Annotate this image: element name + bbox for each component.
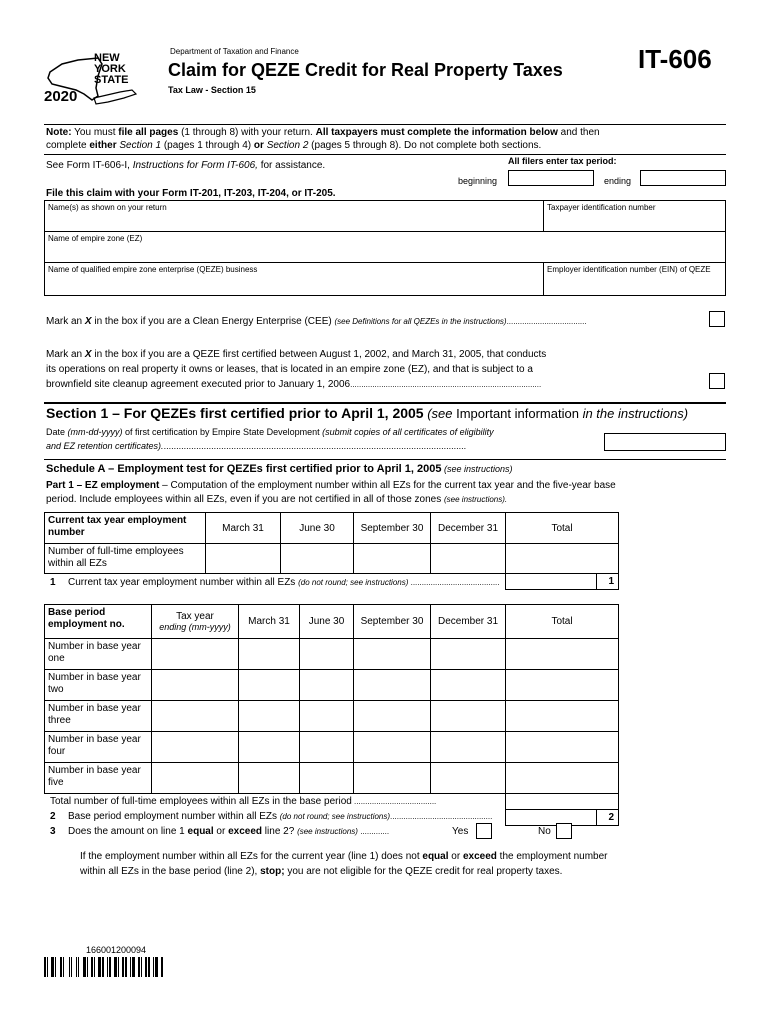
cee-checkbox[interactable]	[709, 311, 725, 327]
table1-june-input[interactable]	[280, 543, 354, 574]
barcode-bar	[91, 957, 93, 977]
section1-note-mid: Important information	[456, 406, 579, 421]
table1-december-input[interactable]	[430, 543, 506, 574]
section1-heading	[46, 405, 688, 421]
stop-text	[80, 849, 608, 879]
line1-input[interactable]	[505, 573, 619, 590]
total-line-input[interactable]	[505, 793, 619, 810]
section1-rule	[44, 402, 726, 404]
table2-row1-december-input[interactable]	[430, 638, 506, 670]
table2-row5-june-input[interactable]	[299, 762, 354, 794]
part1-label: Part 1 – EZ employment	[46, 480, 160, 491]
table2-col-tax-year	[151, 604, 239, 639]
first-cert-p1: Mark an	[46, 349, 85, 360]
schedule-a-rule	[44, 459, 726, 460]
barcode-number: 166001200094	[86, 945, 147, 955]
ein-field-label: Employer identification number (EIN) of QEZE	[547, 265, 711, 274]
schedule-a-title: Schedule A – Employment test for QEZEs first certified prior to April 1, 2005	[46, 463, 442, 475]
barcode-bar	[122, 957, 124, 977]
table1-col-december: December 31	[430, 512, 506, 544]
table1-row-label: Number of full-time employees within all EZs	[44, 543, 206, 574]
table2-row3-june-input[interactable]	[299, 700, 354, 732]
barcode-bar	[78, 957, 79, 977]
table2-row3-march-input[interactable]	[238, 700, 300, 732]
form-subtitle: Tax Law - Section 15	[168, 85, 256, 95]
table2-row4-june-input[interactable]	[299, 731, 354, 763]
note-t3: (1 through 8) with your return.	[178, 127, 316, 138]
table2-ending-label: ending (mm-yyyy)	[159, 622, 231, 632]
table2-row5-september-input[interactable]	[353, 762, 431, 794]
cee-text	[46, 316, 587, 327]
stop-text-exceed: exceed	[462, 851, 497, 862]
line2-text	[68, 811, 492, 822]
note-t8: Section 1	[116, 140, 162, 151]
line3-equal: equal	[187, 826, 214, 837]
cee-p2: in the box if you are a Clean Energy Enterprise (CEE)	[91, 316, 335, 327]
first-cert-x: X	[84, 349, 92, 360]
line1-number: 1	[50, 577, 56, 588]
note-t12: (pages 5 through 8). Do not complete both sections.	[308, 140, 542, 151]
table2-row3-september-input[interactable]	[353, 700, 431, 732]
see-form-suffix: for assistance.	[257, 160, 326, 171]
barcode-bar	[60, 957, 62, 977]
barcode-bar	[109, 957, 111, 977]
form-number: IT-606	[638, 44, 712, 74]
line1-dots: ........................................	[408, 578, 500, 587]
line3-no-label: No	[538, 826, 551, 837]
first-cert-p2: in the box if you are a QEZE first certified between August 1, 2002, and March 31, 2005, that conducts	[91, 349, 547, 360]
part1-text	[46, 479, 616, 507]
cert-date-line2: and EZ retention certificates).	[46, 441, 164, 451]
qeze-business-field[interactable]	[44, 262, 544, 296]
see-form-text	[46, 160, 325, 171]
section1-title: Section 1 – For QEZEs first certified prior to April 1, 2005	[46, 405, 424, 421]
stop-text-stop: stop;	[260, 866, 285, 877]
first-cert-dots: ......................................................................................	[350, 380, 542, 389]
note-t2: file all pages	[118, 127, 179, 138]
table2-row2-september-input[interactable]	[353, 669, 431, 701]
table2-row5-tax-year-ending-input[interactable]	[151, 762, 239, 794]
ez-name-field-label: Name of empire zone (EZ)	[48, 234, 143, 243]
table2-row-label: Number in base year one	[44, 638, 152, 670]
tax-period-ending-label: ending	[604, 176, 632, 186]
table2-row4-tax-year-ending-input[interactable]	[151, 731, 239, 763]
note-t4: All taxpayers must complete the information below	[315, 127, 558, 138]
stop-text-p2: or	[448, 851, 463, 862]
line3-no-checkbox[interactable]	[556, 823, 572, 839]
barcode-bar	[138, 957, 140, 977]
tax-period-ending-input[interactable]	[640, 170, 726, 186]
line2-box-number: 2	[608, 812, 614, 823]
table2-col-september: September 30	[353, 604, 431, 639]
table2-tax-year-label: Tax year	[176, 611, 214, 622]
table2-row2-december-input[interactable]	[430, 669, 506, 701]
tax-period-label: All filers enter tax period:	[508, 156, 617, 166]
note-t11: Section 2	[263, 140, 309, 151]
line3-p1: Does the amount on line 1	[68, 826, 188, 837]
cert-date-input[interactable]	[604, 433, 726, 451]
table2-row4-december-input[interactable]	[430, 731, 506, 763]
table2-row5-march-input[interactable]	[238, 762, 300, 794]
see-form-italic: Instructions for Form IT-606,	[132, 160, 258, 171]
table2-col-march: March 31	[238, 604, 300, 639]
barcode-bar	[107, 957, 108, 977]
note-rule	[44, 154, 726, 155]
table1-march-input[interactable]	[205, 543, 281, 574]
table1-col-june: June 30	[280, 512, 354, 544]
table1-september-input[interactable]	[353, 543, 431, 574]
state-name	[94, 53, 128, 86]
cee-dots: ....................................	[506, 317, 587, 326]
note-t9: (pages 1 through 4)	[161, 140, 254, 151]
first-cert-text	[46, 347, 546, 392]
state-line-new: NEW	[94, 52, 120, 64]
table2-row2-march-input[interactable]	[238, 669, 300, 701]
table2-col-june: June 30	[299, 604, 354, 639]
table2-row1-march-input[interactable]	[238, 638, 300, 670]
line1-text	[68, 577, 500, 588]
line1-note: (do not round; see instructions)	[298, 578, 409, 587]
line3-p2: or	[213, 826, 229, 837]
barcode-bar	[145, 957, 147, 977]
state-line-state: STATE	[94, 74, 129, 86]
barcode-bar	[63, 957, 64, 977]
table2-col-total: Total	[505, 604, 619, 639]
state-line-york: YORK	[94, 63, 126, 75]
table2-row1-total-input[interactable]	[505, 638, 619, 670]
barcode-bar	[155, 957, 158, 977]
note-t6: complete	[46, 140, 90, 151]
line3-note: (see instructions)	[297, 827, 358, 836]
table2-row5-total-input[interactable]	[505, 762, 619, 794]
line2-note: (do not round; see instructions)	[279, 812, 391, 821]
barcode-bar	[132, 957, 135, 977]
see-form-prefix: See Form IT-606-I,	[46, 160, 133, 171]
names-field-label: Name(s) as shown on your return	[48, 203, 167, 212]
total-line-dots: .....................................	[351, 797, 437, 806]
table2-row-label: Number in base year three	[44, 700, 152, 732]
table2-row2-total-input[interactable]	[505, 669, 619, 701]
table2-row4-september-input[interactable]	[353, 731, 431, 763]
line3-exceed: exceed	[228, 826, 263, 837]
cert-date-text	[46, 425, 494, 453]
first-cert-line3: brownfield site cleanup agreement executed prior to January 1, 2006	[46, 379, 351, 390]
barcode-bar	[51, 957, 54, 977]
line3-p3: line 2?	[262, 826, 298, 837]
line2-dots: ..............................................	[390, 812, 493, 821]
table2-row1-tax-year-ending-input[interactable]	[151, 638, 239, 670]
total-line-desc: Total number of full-time employees within all EZs in the base period	[50, 796, 352, 807]
barcode-bar	[98, 957, 101, 977]
line2-desc: Base period employment number within all EZs	[68, 811, 280, 822]
barcode-bar	[94, 957, 95, 977]
note-t7: either	[89, 140, 117, 151]
barcode-bar	[55, 957, 56, 977]
note-t1: You must	[71, 127, 119, 138]
part1-see: (see instructions).	[444, 495, 508, 504]
table1-col-september: September 30	[353, 512, 431, 544]
table2-row-label: Number in base year four	[44, 731, 152, 763]
line2-number: 2	[50, 811, 56, 822]
barcode-bar	[102, 957, 104, 977]
barcode-bar	[141, 957, 142, 977]
barcode-bar	[47, 957, 48, 977]
section1-note-open: (see	[423, 406, 457, 421]
cert-date-p4: (submit copies of all certificates of eligibility	[322, 427, 494, 437]
barcode-bar	[69, 957, 70, 977]
table1-total-input[interactable]	[505, 543, 619, 574]
stop-text-p1: If the employment number within all EZs for the current year (line 1) does not	[80, 851, 423, 862]
barcode-bar	[161, 957, 163, 977]
names-field[interactable]	[44, 200, 544, 232]
file-claim-text: File this claim with your Form IT-201, IT-203, IT-204, or IT-205.	[46, 188, 336, 199]
barcode-bar	[114, 957, 117, 977]
barcode-bar	[71, 957, 72, 977]
cee-p1: Mark an	[46, 316, 85, 327]
tax-period-beginning-label: beginning	[458, 176, 498, 186]
part1-desc: – Computation of the employment number within all EZs for the current tax year and the five-year base	[159, 480, 616, 491]
barcode-bar	[148, 957, 150, 977]
table2-row-label: Number in base year two	[44, 669, 152, 701]
table1-header-label: Current tax year employment number	[44, 512, 206, 544]
table2-header-label: Base period employment no.	[44, 604, 152, 639]
line1-box-divider	[596, 573, 597, 590]
line3-text	[68, 826, 389, 837]
cert-date-p3: of first certification by Empire State Development	[122, 427, 323, 437]
note-t5: and then	[557, 127, 600, 138]
table2-row4-total-input[interactable]	[505, 731, 619, 763]
tin-field[interactable]	[543, 200, 726, 232]
schedule-a-heading	[46, 463, 513, 475]
total-line-text	[50, 796, 436, 807]
line1-box-number: 1	[608, 576, 614, 587]
table2-col-december: December 31	[430, 604, 506, 639]
barcode-bar	[130, 957, 131, 977]
cee-x: X	[84, 316, 92, 327]
line1-desc: Current tax year employment number within all EZs	[68, 577, 299, 588]
stop-text-equal: equal	[422, 851, 449, 862]
table2-row3-total-input[interactable]	[505, 700, 619, 732]
stop-text-line2-p1: within all EZs in the base period (line 2),	[80, 866, 261, 877]
tax-period-beginning-input[interactable]	[508, 170, 594, 186]
qeze-business-field-label: Name of qualified empire zone enterprise (QEZE) business	[48, 265, 258, 274]
barcode-bar	[76, 957, 77, 977]
line3-dots: .............	[357, 827, 390, 836]
department-name: Department of Taxation and Finance	[170, 47, 299, 56]
barcode-bar	[153, 957, 154, 977]
barcode-bar	[44, 957, 46, 977]
table2-row3-tax-year-ending-input[interactable]	[151, 700, 239, 732]
stop-text-p3: the employment number	[496, 851, 608, 862]
barcode-bar	[87, 957, 88, 977]
note-label: Note:	[46, 127, 72, 138]
table2-row5-december-input[interactable]	[430, 762, 506, 794]
header-rule	[44, 124, 726, 125]
cert-date-dots: .........................................................................................................................	[163, 441, 467, 451]
table2-row-label: Number in base year five	[44, 762, 152, 794]
barcode-bar	[125, 957, 127, 977]
table2-row2-june-input[interactable]	[299, 669, 354, 701]
barcode-bar	[83, 957, 86, 977]
tin-field-label: Taxpayer identification number	[547, 203, 656, 212]
line2-box-divider	[596, 809, 597, 826]
part1-line2: period. Include employees within all EZs, even if you are not certified in all of those zones	[46, 494, 444, 505]
ein-field[interactable]	[543, 262, 726, 296]
first-cert-line2: its operations on real property it owns or leases, that is located in an empire zone (EZ), and that is subject to a	[46, 364, 533, 375]
ez-name-field[interactable]	[44, 231, 726, 263]
table1-col-march: March 31	[205, 512, 281, 544]
stop-text-line2-p2: you are not eligible for the QEZE credit for real property taxes.	[284, 866, 563, 877]
table2-row1-september-input[interactable]	[353, 638, 431, 670]
cee-p3: (see Definitions for all QEZEs in the instructions)	[334, 317, 507, 326]
table2-row2-tax-year-ending-input[interactable]	[151, 669, 239, 701]
note-text	[46, 126, 726, 152]
table2-row3-december-input[interactable]	[430, 700, 506, 732]
cert-date-p2: (mm-dd-yyyy)	[67, 427, 123, 437]
form-title: Claim for QEZE Credit for Real Property Taxes	[168, 60, 563, 80]
barcode-image	[44, 957, 194, 977]
form-year: 2020	[44, 88, 78, 105]
line3-number: 3	[50, 826, 56, 837]
schedule-a-see: (see instructions)	[441, 464, 513, 474]
table2-row1-june-input[interactable]	[299, 638, 354, 670]
note-t10: or	[253, 140, 264, 151]
cert-date-p1: Date	[46, 427, 68, 437]
barcode-bar	[118, 957, 119, 977]
section1-note-close: in the instructions)	[578, 406, 689, 421]
table1-col-total: Total	[505, 512, 619, 544]
line3-yes-checkbox[interactable]	[476, 823, 492, 839]
line3-yes-label: Yes	[452, 826, 469, 837]
table2-row4-march-input[interactable]	[238, 731, 300, 763]
first-cert-checkbox[interactable]	[709, 373, 725, 389]
